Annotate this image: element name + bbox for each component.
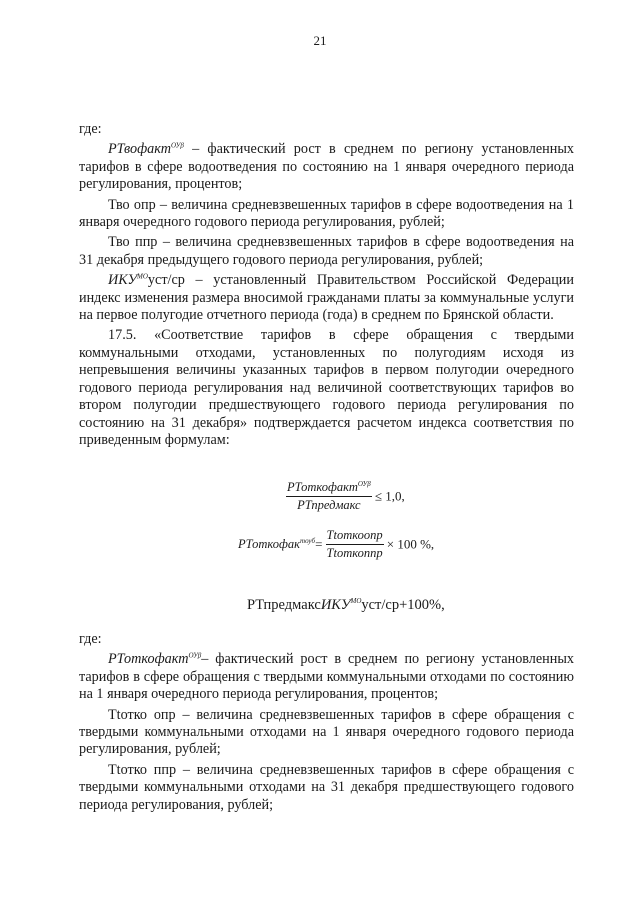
formula-3-iku: ИКУ xyxy=(320,597,351,613)
formula-2-equals: = xyxy=(315,536,323,552)
definition-ttotko-ppr: Тtотко ппр – величина средневзвешенных тарифов в сфере обращения с твердыми коммунальными отходами на 31 декабря предшествующего годового периода регулирования, рублей; xyxy=(79,761,574,813)
definition-rtotkofakt xyxy=(79,651,574,703)
definition-tvo-opr: Тво опр – величина средневзвешенных тарифов в сфере водоотведения на 1 января очередного годового периода регулирования, рублей; xyxy=(79,196,574,231)
symbol-rtotkofakt-sup: ОУβ xyxy=(188,651,202,660)
where-label-2: где: xyxy=(79,631,102,647)
definition-iku xyxy=(79,272,574,324)
symbol-rtvofakt-sup: ОУβ xyxy=(170,141,184,150)
definition-rtvofakt-text: – фактический рост в среднем по региону установленных тарифов в сфере водоотведения по состоянию на 1 января очередного периода регулирования, процентов; xyxy=(79,141,574,193)
formula-2-denominator: Тtоткоппр xyxy=(326,546,383,560)
definition-rtotkofakt-text: – фактический рост в среднем по региону установленных тарифов в сфере обращения с твердыми коммунальными отходами по состоянию на 1 января очередного периода регулирования, процентов; xyxy=(79,651,574,703)
formula-2-lhs: РТоткофак$^{тоуб}$ xyxy=(238,536,316,551)
formula-1-denominator: РТпредмакс xyxy=(297,498,361,512)
formula-3: РТпредмаксИКУ$^{МО}$уст/ср+100%, xyxy=(247,597,445,613)
symbol-rtvofakt: РТвофакт xyxy=(108,141,171,158)
definition-iku-text: уст/ср – установленный Правительством Российской Федерации индекс изменения размера вносимой гражданами платы за коммунальные услуги на первое полугодие отчетного периода (года) в среднем по Брянской области. xyxy=(79,272,574,324)
definition-rtvofakt xyxy=(79,141,574,193)
formula-2-fraction xyxy=(326,528,384,561)
formula-1-fraction xyxy=(286,480,372,513)
formula-1-numerator: РТоткофакт$^{ОУ\beta}$ xyxy=(286,480,372,497)
formulas-block xyxy=(0,480,640,620)
formula-2 xyxy=(238,528,434,561)
formula-2-numerator: Тtоткоопр xyxy=(326,528,384,545)
symbol-iku-sup: МО xyxy=(137,272,148,281)
definitions-section-1 xyxy=(79,121,574,452)
definition-ttotko-opr: Тtотко опр – величина средневзвешенных тарифов в сфере обращения с твердыми коммунальными отходами на 1 января очередного годового периода регулирования, рублей; xyxy=(79,706,574,758)
definitions-section-2 xyxy=(79,631,574,817)
formula-1 xyxy=(286,480,405,513)
formula-1-condition: ≤ 1,0, xyxy=(374,488,405,504)
clause-17-5: 17.5. «Соответствие тарифов в сфере обращения с твердыми коммунальными отходами, установленных по полугодиям исходя из непревышения величины указанных тарифов в первом полугодии очередного годового периода регулирования над величиной соответствующих тарифов во втором полугодии предшествующего годового периода регулирования по состоянию на 31 декабря» подтверждается расчетом индекса соответствия по приведенным формулам: xyxy=(79,327,574,448)
page-number: 21 xyxy=(313,33,327,48)
formula-3-iku-sup: МО xyxy=(350,597,362,606)
where-label-1: где: xyxy=(79,121,102,137)
symbol-iku: ИКУ xyxy=(108,272,138,289)
formula-2-multiplier: × 100 %, xyxy=(386,536,435,552)
symbol-rtotkofakt: РТоткофакт xyxy=(108,651,189,668)
definition-tvo-ppr: Тво ппр – величина средневзвешенных тарифов в сфере водоотведения на 31 декабря предыдущего годового периода регулирования, рублей; xyxy=(79,234,574,268)
